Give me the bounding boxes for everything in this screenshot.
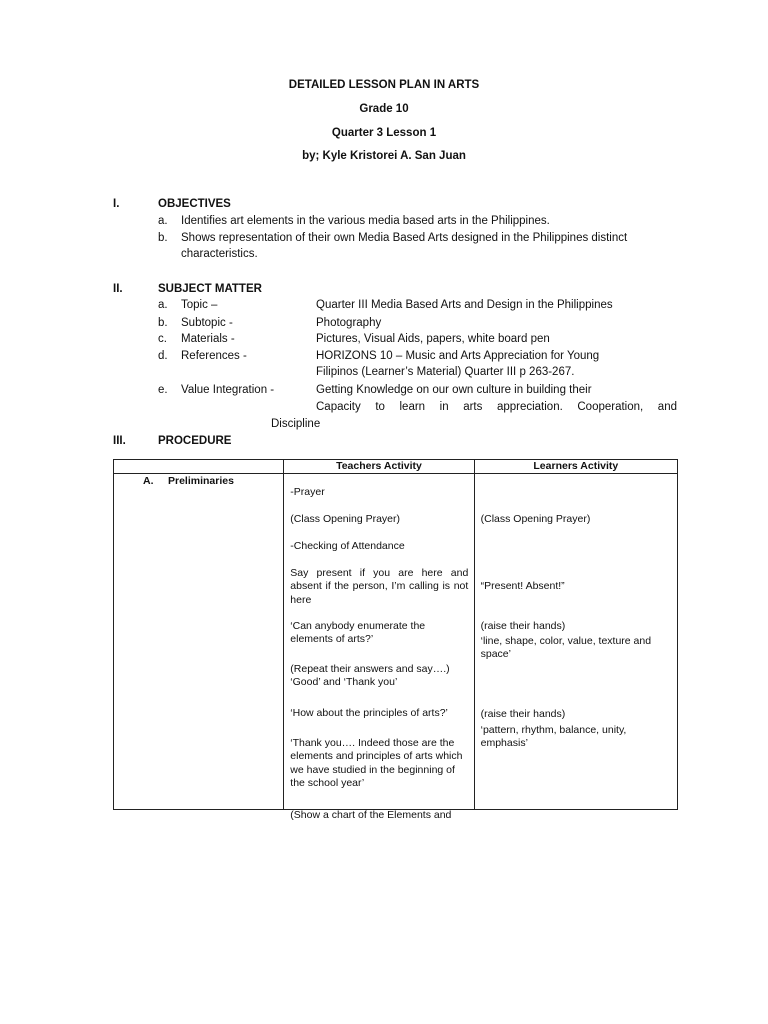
value-integration-line2: Capacity to learn in arts appreciation. Cooperation, and xyxy=(316,401,677,413)
grade-label: Grade 10 xyxy=(359,103,409,115)
topic-value: Quarter III Media Based Arts and Design in the Philippines xyxy=(316,299,613,311)
topic-letter: a. xyxy=(158,299,168,311)
objective-b-text-line2: characteristics. xyxy=(181,248,258,260)
objectives-heading: OBJECTIVES xyxy=(158,198,231,210)
learner-line: ‘line, shape, color, value, texture and space’ xyxy=(480,634,652,660)
teacher-line: -Prayer xyxy=(290,485,325,498)
objective-a-text: Identifies art elements in the various media based arts in the Philippines. xyxy=(181,215,550,227)
teacher-line: (Class Opening Prayer) xyxy=(290,512,401,525)
teacher-line: ‘How about the principles of arts?’ xyxy=(290,706,448,719)
learner-line: (raise their hands) xyxy=(480,707,566,720)
learner-line: (raise their hands) xyxy=(480,619,566,632)
materials-letter: c. xyxy=(158,333,167,345)
teacher-line: -Checking of Attendance xyxy=(290,539,405,552)
references-value-line1: HORIZONS 10 – Music and Arts Appreciation for Young xyxy=(316,350,600,362)
materials-value: Pictures, Visual Aids, papers, white board pen xyxy=(316,333,550,345)
objective-a-letter: a. xyxy=(158,215,168,227)
topic-label: Topic – xyxy=(181,299,218,311)
procedure-table-header-row xyxy=(114,460,678,474)
teacher-line: ‘Can anybody enumerate the elements of arts?’ xyxy=(290,619,426,645)
header-learners-activity: Learners Activity xyxy=(474,460,677,474)
subject-matter-heading: SUBJECT MATTER xyxy=(158,283,262,295)
teacher-line: ‘Thank you…. Indeed those are the elements and principles of arts which we have studied in the beginning of the school year’ xyxy=(290,736,463,789)
value-integration-label: Value Integration - xyxy=(181,384,275,396)
section-title: Preliminaries xyxy=(168,475,234,487)
teacher-line: (Repeat their answers and say….) ‘Good’ and ‘Thank you’ xyxy=(290,662,450,688)
subtopic-label: Subtopic - xyxy=(181,317,233,329)
learner-line: ‘pattern, rhythm, balance, unity, emphasis’ xyxy=(480,723,627,749)
header-cell-empty xyxy=(114,460,284,474)
author-line: by; Kyle Kristorei A. San Juan xyxy=(302,150,466,162)
value-integration-line3: Discipline xyxy=(271,418,321,430)
teacher-line: (Show a chart of the Elements and xyxy=(290,808,452,821)
section-cell xyxy=(114,474,284,810)
subject-matter-numeral: II. xyxy=(113,283,123,295)
learner-line: “Present! Absent!” xyxy=(480,579,565,592)
quarter-lesson-label: Quarter 3 Lesson 1 xyxy=(331,127,437,139)
materials-label: Materials - xyxy=(181,333,235,345)
references-label: References - xyxy=(181,350,247,362)
references-letter: d. xyxy=(158,350,168,362)
subtopic-value: Photography xyxy=(316,317,382,329)
teachers-activity-cell xyxy=(284,474,474,821)
subtopic-letter: b. xyxy=(158,317,168,329)
value-integration-line1: Getting Knowledge on our own culture in building their xyxy=(316,384,592,396)
table-row xyxy=(114,474,678,810)
learners-activity-cell xyxy=(474,474,677,810)
objective-b-letter: b. xyxy=(158,232,168,244)
objective-b-text-line1: Shows representation of their own Media Based Arts designed in the Philippines distinct xyxy=(181,232,628,244)
learner-line: (Class Opening Prayer) xyxy=(480,512,591,525)
document-title: DETAILED LESSON PLAN IN ARTS xyxy=(288,79,480,91)
teacher-line: Say present if you are here and absent if the person, I’m calling is not here xyxy=(290,566,469,606)
value-integration-letter: e. xyxy=(158,384,168,396)
header-teachers-activity: Teachers Activity xyxy=(284,460,474,474)
references-value-line2: Filipinos (Learner’s Material) Quarter III p 263-267. xyxy=(316,366,575,378)
procedure-heading: PROCEDURE xyxy=(158,435,232,447)
section-letter: A. xyxy=(143,475,154,487)
procedure-table xyxy=(113,459,678,821)
procedure-numeral: III. xyxy=(113,435,126,447)
objectives-numeral: I. xyxy=(113,198,120,210)
